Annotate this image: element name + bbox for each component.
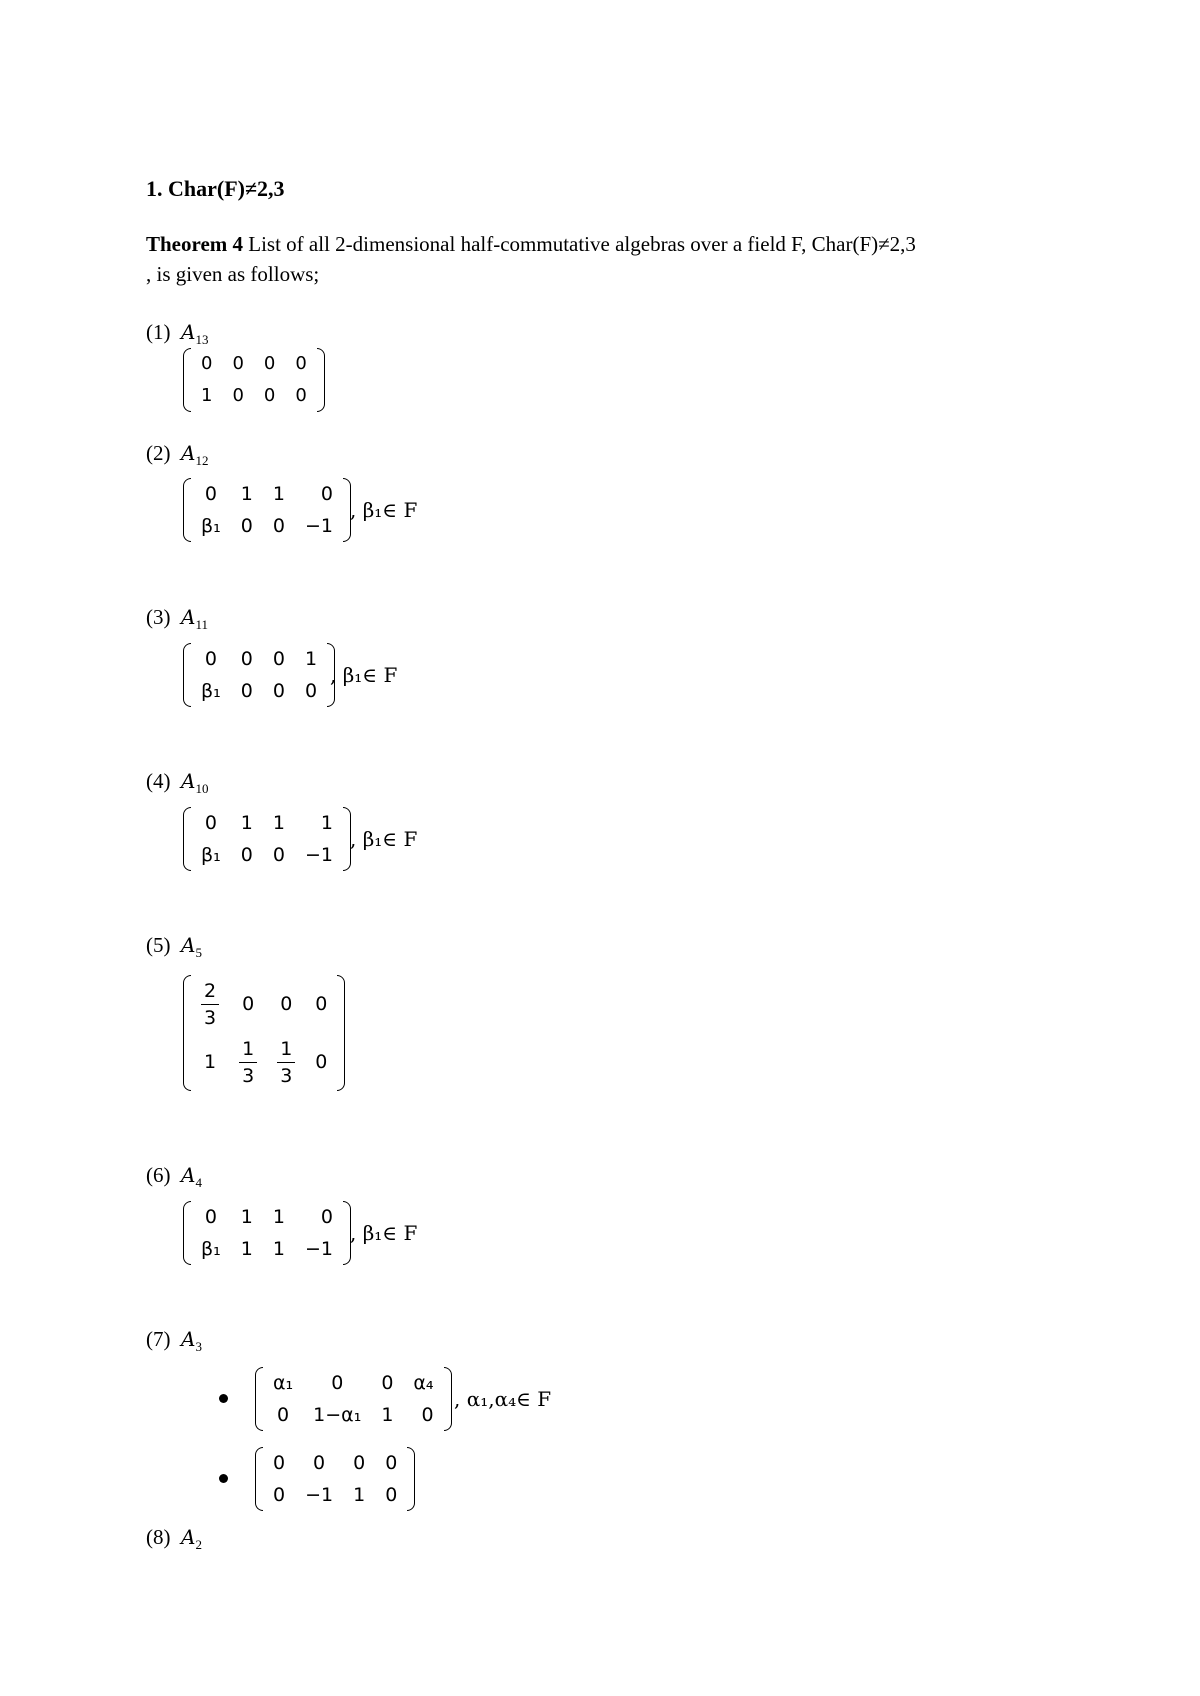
left-bracket [183, 348, 191, 412]
frac-den: 3 [204, 1007, 217, 1029]
matrix-entry: 0 [421, 1404, 434, 1426]
frac-num: 2 [201, 978, 219, 1005]
matrix-entry: 0 [272, 648, 285, 670]
frac-den: 3 [280, 1065, 293, 1087]
frac-num: 1 [239, 1036, 257, 1063]
matrix-entry: 0 [385, 1452, 398, 1474]
matrix-entry: 0 [320, 483, 333, 505]
matrix-entry: 1 [272, 1238, 285, 1260]
matrix-1 [183, 348, 325, 412]
fraction-one-third [267, 1033, 305, 1091]
matrix-entry: 0 [315, 1051, 328, 1073]
matrix-entry: 1 [201, 385, 213, 406]
matrix-3 [183, 643, 335, 707]
matrix-entry: 1 [353, 1484, 366, 1506]
theorem-line-1 [146, 232, 916, 257]
fraction-one-third [229, 1033, 267, 1091]
matrix-entry: −1 [305, 1484, 334, 1506]
condition-3: , β₁∈ F [330, 663, 398, 687]
matrix-entry: 0 [315, 993, 328, 1015]
item-label-5: (5) $A_5$ [146, 933, 202, 961]
left-bracket [183, 643, 191, 707]
matrix-entry: 0 [204, 648, 217, 670]
matrix-4 [183, 807, 351, 871]
section-heading: 1. Char(F)≠2,3 [146, 176, 285, 201]
frac-num: 1 [277, 1036, 295, 1063]
bullet-icon [219, 1474, 228, 1483]
left-bracket [183, 807, 191, 871]
matrix-entry: 1 [272, 812, 285, 834]
theorem-label: Theorem 4 [146, 232, 244, 256]
matrix-entry: 0 [204, 812, 217, 834]
matrix-entry: 0 [381, 1372, 394, 1394]
condition-7a: , α₁,α₄∈ F [454, 1387, 552, 1411]
item-label-7: (7) $A_3$ [146, 1327, 202, 1355]
matrix-entry: 0 [313, 1452, 326, 1474]
matrix-entry: 1 [240, 483, 253, 505]
matrix-entry: −1 [304, 1238, 333, 1260]
matrix-entry: 0 [331, 1372, 344, 1394]
matrix-entry: 0 [240, 680, 253, 702]
matrix-entry: 0 [232, 385, 244, 406]
item-label-6: (6) $A_4$ [146, 1163, 202, 1191]
right-bracket [337, 975, 345, 1091]
matrix-entry: 0 [304, 680, 318, 702]
matrix-entry: 0 [295, 353, 307, 374]
right-bracket [317, 348, 325, 412]
condition-6: , β₁∈ F [350, 1221, 418, 1245]
right-bracket [444, 1367, 452, 1431]
item-label-1: (1) $A_{13}$ [146, 320, 209, 348]
matrix-entry: 1 [240, 1238, 253, 1260]
matrix-entry: β₁ [201, 844, 221, 866]
matrix-entry: 0 [277, 1404, 290, 1426]
matrix-entry: β₁ [201, 515, 221, 537]
matrix-entry: 0 [201, 353, 213, 374]
matrix-entry: 0 [320, 1206, 333, 1228]
matrix-entry: 0 [273, 1452, 286, 1474]
matrix-entry: −1 [304, 515, 333, 537]
matrix-entry: 1 [240, 1206, 253, 1228]
matrix-entry: 1 [272, 1206, 285, 1228]
matrix-entry: 0 [232, 353, 244, 374]
matrix-entry: 0 [272, 680, 285, 702]
matrix-entry: 0 [272, 515, 285, 537]
matrix-7a [255, 1367, 452, 1431]
right-bracket [407, 1447, 415, 1511]
theorem-text: List of all 2-dimensional half-commutative algebras over a field F, Char(F)≠2,3 [248, 232, 916, 256]
matrix-entry: 0 [273, 1484, 286, 1506]
frac-den: 3 [242, 1065, 255, 1087]
matrix-entry: α₁ [273, 1372, 294, 1394]
matrix-entry: 0 [353, 1452, 366, 1474]
matrix-entry: 1 [204, 1051, 217, 1073]
matrix-2 [183, 478, 351, 542]
matrix-entry: 0 [263, 385, 276, 406]
matrix-entry: 0 [295, 385, 307, 406]
item-label-8: (8) $A_2$ [146, 1525, 202, 1553]
matrix-entry: 0 [240, 515, 253, 537]
matrix-5 [183, 975, 345, 1091]
matrix-entry: 1 [240, 812, 253, 834]
item-label-2: (2) $A_{12}$ [146, 441, 209, 469]
matrix-entry: 1 [320, 812, 333, 834]
matrix-6 [183, 1201, 351, 1265]
left-bracket [183, 478, 191, 542]
left-bracket [183, 1201, 191, 1265]
matrix-entry: 0 [385, 1484, 398, 1506]
item-label-4: (4) $A_{10}$ [146, 769, 209, 797]
matrix-entry: 0 [204, 483, 217, 505]
matrix-entry: 1 [272, 483, 285, 505]
matrix-entry: α₄ [413, 1372, 434, 1394]
matrix-7b [255, 1447, 415, 1511]
item-label-3: (3) $A_{11}$ [146, 605, 208, 633]
matrix-entry: 1 [381, 1404, 394, 1426]
matrix-entry: β₁ [201, 1238, 221, 1260]
left-bracket [255, 1367, 263, 1431]
matrix-entry: 0 [280, 993, 293, 1015]
matrix-entry: 0 [240, 648, 253, 670]
matrix-entry: 0 [263, 353, 276, 374]
matrix-entry: 1−α₁ [313, 1404, 362, 1426]
matrix-entry: −1 [304, 844, 333, 866]
condition-2: , β₁∈ F [350, 498, 418, 522]
matrix-entry: β₁ [201, 680, 221, 702]
left-bracket [255, 1447, 263, 1511]
left-bracket [183, 975, 191, 1091]
fraction-two-thirds [191, 975, 229, 1033]
matrix-entry: 0 [272, 844, 285, 866]
matrix-entry: 1 [304, 648, 318, 670]
matrix-entry: 0 [204, 1206, 217, 1228]
condition-4: , β₁∈ F [350, 827, 418, 851]
matrix-entry: 0 [240, 844, 253, 866]
bullet-icon [219, 1394, 228, 1403]
matrix-entry: 0 [242, 993, 255, 1015]
theorem-line-2: , is given as follows; [146, 262, 320, 286]
